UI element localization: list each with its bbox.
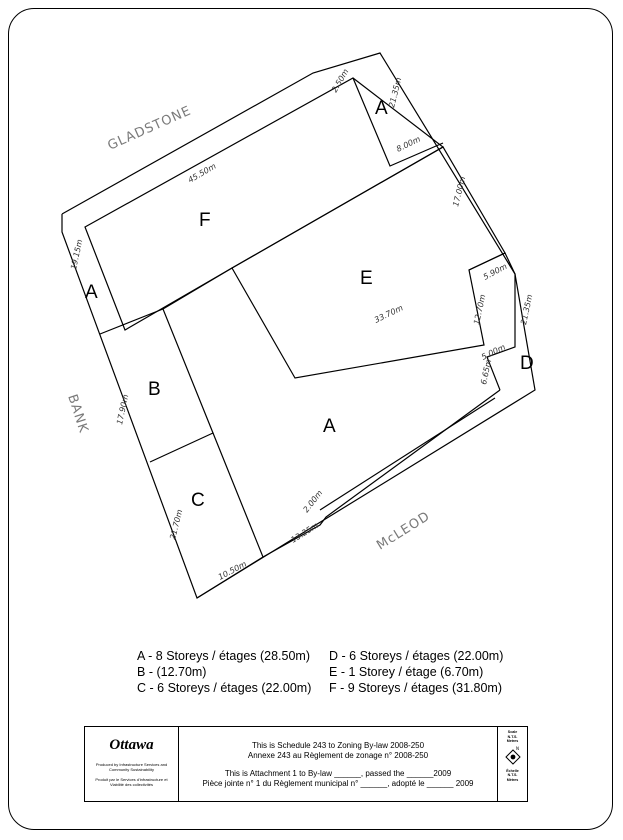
zone-label-f: F xyxy=(199,210,211,231)
dim-label: 6.65m xyxy=(479,358,494,386)
dim-label: 5.90m xyxy=(481,261,509,282)
legend-item xyxy=(137,680,311,696)
dim-label: 33.70m xyxy=(372,303,405,325)
legend-item xyxy=(137,664,311,680)
zone-label-a-main: A xyxy=(323,416,336,437)
zone-label-d: D xyxy=(520,353,534,374)
zone-label-a-left: A xyxy=(85,282,98,303)
dim-label: 21.35m xyxy=(519,293,535,326)
zone-label-e: E xyxy=(360,268,373,289)
legend-text: - 6 Storeys / étages (22.00m) xyxy=(338,649,504,663)
dim-label: 17.00m xyxy=(451,175,468,208)
zone-label-c: C xyxy=(191,490,205,511)
echelle-label: Échelle xyxy=(506,768,519,773)
dim-label: 12.70m xyxy=(472,293,488,326)
dim-label: 13.25m xyxy=(289,520,321,545)
dim-label: 21.70m xyxy=(168,508,185,541)
scale-label: Scale xyxy=(507,730,518,734)
echelle-nts: N.T.S. xyxy=(507,773,518,777)
title-block-scale-panel xyxy=(497,727,527,801)
zone-divider-a xyxy=(163,268,232,309)
dim-label: 19.15m xyxy=(69,238,85,271)
legend-item xyxy=(137,648,311,664)
schedule-line-fr: Annexe 243 au Règlement de zonage n° 2008-250 xyxy=(247,751,429,760)
dim-label: 45.50m xyxy=(186,161,218,185)
zone-a-inner-line xyxy=(320,398,495,510)
attachment-line-en: This is Attachment 1 to By-law ______, passed the ______2009 xyxy=(224,769,452,778)
north-arrow-icon xyxy=(500,745,526,769)
attachment-line-fr: Pièce jointe n° 1 du Règlement municipal n° ______, adopté le ______ 2009 xyxy=(202,779,474,788)
zone-label-b: B xyxy=(148,379,161,400)
dim-label: 5.00m xyxy=(479,342,507,362)
legend-text: - 6 Storeys / étages (22.00m) xyxy=(146,681,312,695)
legend-code: E xyxy=(329,665,338,679)
dim-label: 2.00m xyxy=(301,488,325,515)
svg-text:N: N xyxy=(515,745,519,751)
scale-unit: Metres xyxy=(506,739,519,743)
legend-code: D xyxy=(329,649,339,663)
street-mcleod: McLEOD xyxy=(374,508,434,554)
scale-nts: N.T.S. xyxy=(507,734,518,739)
dim-label: 21.35m xyxy=(387,76,404,109)
legend-text: - (12.70m) xyxy=(145,665,207,679)
echelle-unit: Mètres xyxy=(506,777,519,782)
street-bank: BANK xyxy=(64,392,91,436)
zone-f-outline xyxy=(85,78,443,330)
legend-item xyxy=(329,648,503,664)
legend-code: B xyxy=(137,665,146,679)
schedule-line-en: This is Schedule 243 to Zoning By-law 2008-250 xyxy=(251,741,425,750)
dim-label: 10.50m xyxy=(216,559,249,582)
ottawa-logo: Ottawa xyxy=(109,737,154,753)
legend-code: A xyxy=(137,649,145,663)
dim-label: 2.50m xyxy=(329,67,351,94)
title-block-main xyxy=(179,727,497,801)
legend-item xyxy=(329,680,503,696)
legend-text: - 1 Storey / étage (6.70m) xyxy=(337,665,484,679)
produced-by-text: Produced by Infrastructure Services and Community Sustainability xyxy=(95,762,168,772)
street-gladstone: GLADSTONE xyxy=(105,103,194,154)
legend-text: - 9 Storeys / étages (31.80m) xyxy=(336,681,502,695)
zone-label-a-top: A xyxy=(375,98,388,119)
dim-label: 17.90m xyxy=(115,393,131,426)
legend-code: C xyxy=(137,681,147,695)
dim-label: 8.00m xyxy=(394,134,422,154)
legend-right-column xyxy=(329,648,503,696)
legend-code: F xyxy=(329,681,337,695)
legend-text: - 8 Storeys / étages (28.50m) xyxy=(144,649,311,663)
produit-par-text: Produit par le Services d'infrastructure et Viabilité des collectivités xyxy=(95,777,168,787)
legend-item xyxy=(329,664,503,680)
title-block xyxy=(84,726,528,802)
legend-left-column xyxy=(137,648,311,696)
title-block-logo-panel xyxy=(85,727,179,801)
